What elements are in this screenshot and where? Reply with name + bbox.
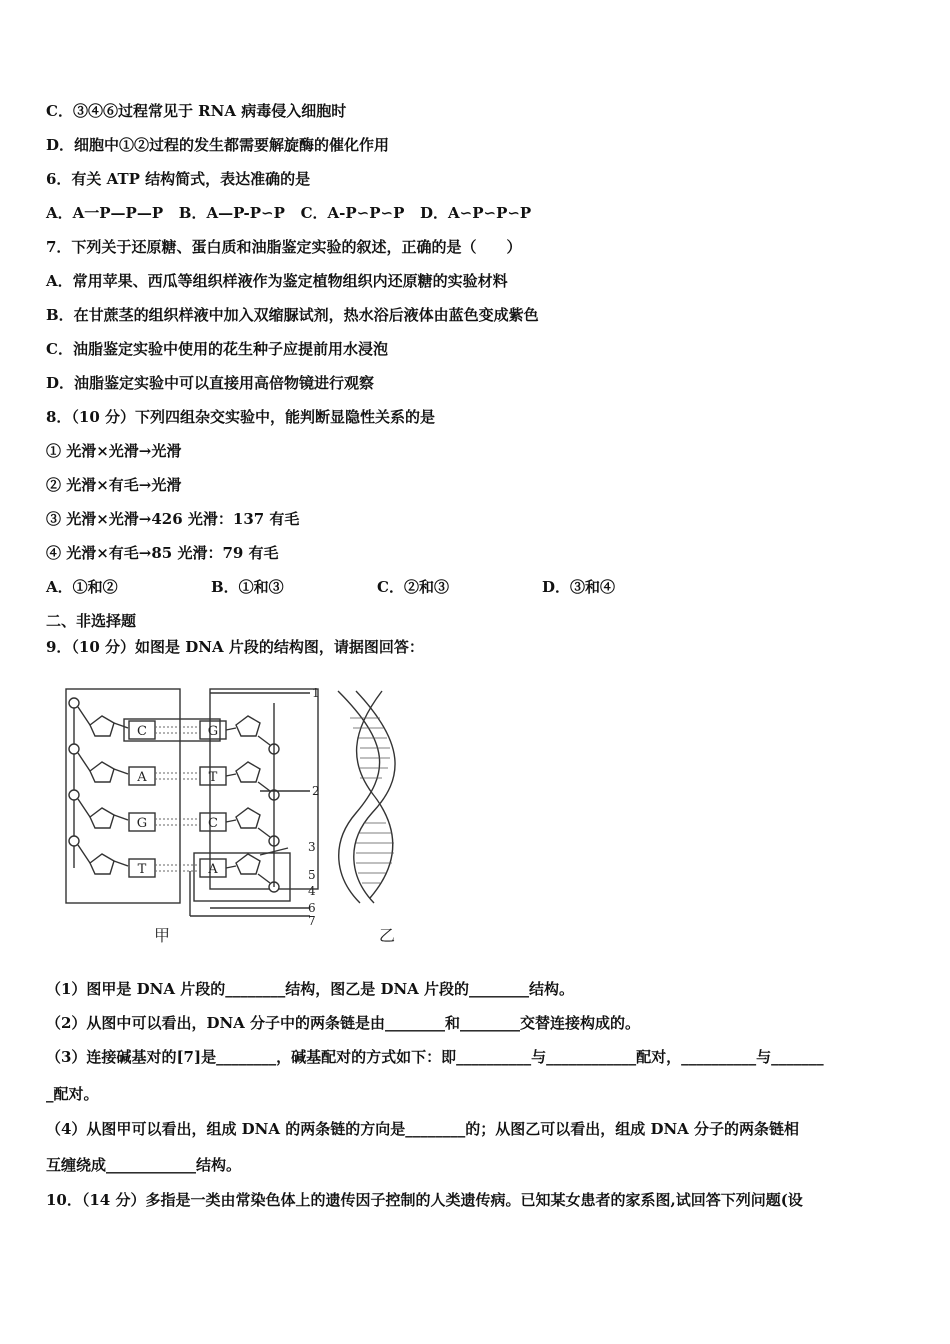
q8-option-b: B．①和③ [211, 578, 284, 596]
q8-option-c: C．②和③ [377, 578, 449, 596]
q9-sub-3-line2: _配对。 [46, 1085, 99, 1103]
q7-option-d: D．油脂鉴定实验中可以直接用高倍物镜进行观察 [46, 374, 375, 392]
label-7: 7 [308, 914, 316, 928]
left-base-2: A [137, 770, 147, 785]
caption-jia: 甲 [153, 926, 171, 945]
q10-stem: 10．（14 分）多指是一类由常染色体上的遗传因子控制的人类遗传病。已知某女患者的家系图,试回答下列问题(设 [46, 1191, 803, 1209]
q9-sub-3-line1: （3）连接碱基对的[7]是________，碱基配对的方式如下：即__________与____________配对，__________与_______ [46, 1048, 824, 1066]
dna-structure-figure [60, 683, 396, 953]
label-5: 5 [308, 868, 316, 882]
left-base-1: C [137, 724, 147, 739]
caption-yi: 乙 [378, 926, 396, 945]
q7-option-b: B．在甘蔗茎的组织样液中加入双缩脲试剂，热水浴后液体由蓝色变成紫色 [46, 306, 539, 324]
q8-cross-2: ② 光滑×有毛→光滑 [46, 476, 182, 494]
right-base-2: T [208, 770, 218, 785]
label-6: 6 [308, 901, 316, 915]
q9-stem: 9．（10 分）如图是 DNA 片段的结构图，请据图回答： [46, 638, 424, 656]
q5-option-c: C．③④⑥过程常见于 RNA 病毒侵入细胞时 [46, 102, 347, 120]
section-title: 二、非选择题 [46, 612, 137, 630]
q8-cross-1: ① 光滑×光滑→光滑 [46, 442, 182, 460]
q6-stem: 6．有关 ATP 结构简式，表达准确的是 [46, 170, 311, 188]
left-base-4: T [137, 862, 147, 877]
label-3: 3 [308, 840, 316, 854]
q9-sub-4-line2: 互缠绕成____________结构。 [46, 1156, 242, 1174]
q8-option-a: A．①和② [46, 578, 118, 596]
label-1: 1 [312, 686, 320, 700]
q8-cross-3: ③ 光滑×光滑→426 光滑：137 有毛 [46, 510, 300, 528]
q7-stem: 7．下列关于还原糖、蛋白质和油脂鉴定实验的叙述，正确的是（ ） [46, 238, 522, 256]
q7-option-a: A．常用苹果、西瓜等组织样液作为鉴定植物组织内还原糖的实验材料 [46, 272, 508, 290]
right-base-3: C [208, 816, 218, 831]
left-base-3: G [136, 816, 148, 831]
q7-option-c: C．油脂鉴定实验中使用的花生种子应提前用水浸泡 [46, 340, 388, 358]
right-base-1: G [207, 724, 219, 739]
q6-options: A．A一P—P—P B．A—P-P∽P C．A-P∽P∽P D．A∽P∽P∽P [46, 204, 532, 222]
q5-option-d: D．细胞中①②过程的发生都需要解旋酶的催化作用 [46, 136, 390, 154]
q8-cross-4: ④ 光滑×有毛→85 光滑：79 有毛 [46, 544, 279, 562]
left-strand-frame [66, 689, 180, 903]
q8-stem: 8．（10 分）下列四组杂交实验中，能判断显隐性关系的是 [46, 408, 436, 426]
q9-sub-1: （1）图甲是 DNA 片段的________结构，图乙是 DNA 片段的________结构。 [46, 980, 575, 998]
label-2: 2 [312, 784, 320, 798]
label-4: 4 [308, 884, 316, 898]
q9-sub-2: （2）从图中可以看出，DNA 分子中的两条链是由________和________交替连接构成的。 [46, 1014, 641, 1032]
q9-sub-4-line1: （4）从图甲可以看出，组成 DNA 的两条链的方向是________的；从图乙可以看出，组成 DNA 分子的两条链相 [46, 1120, 800, 1138]
right-base-4: A [208, 862, 218, 877]
q8-option-d: D．③和④ [542, 578, 616, 596]
